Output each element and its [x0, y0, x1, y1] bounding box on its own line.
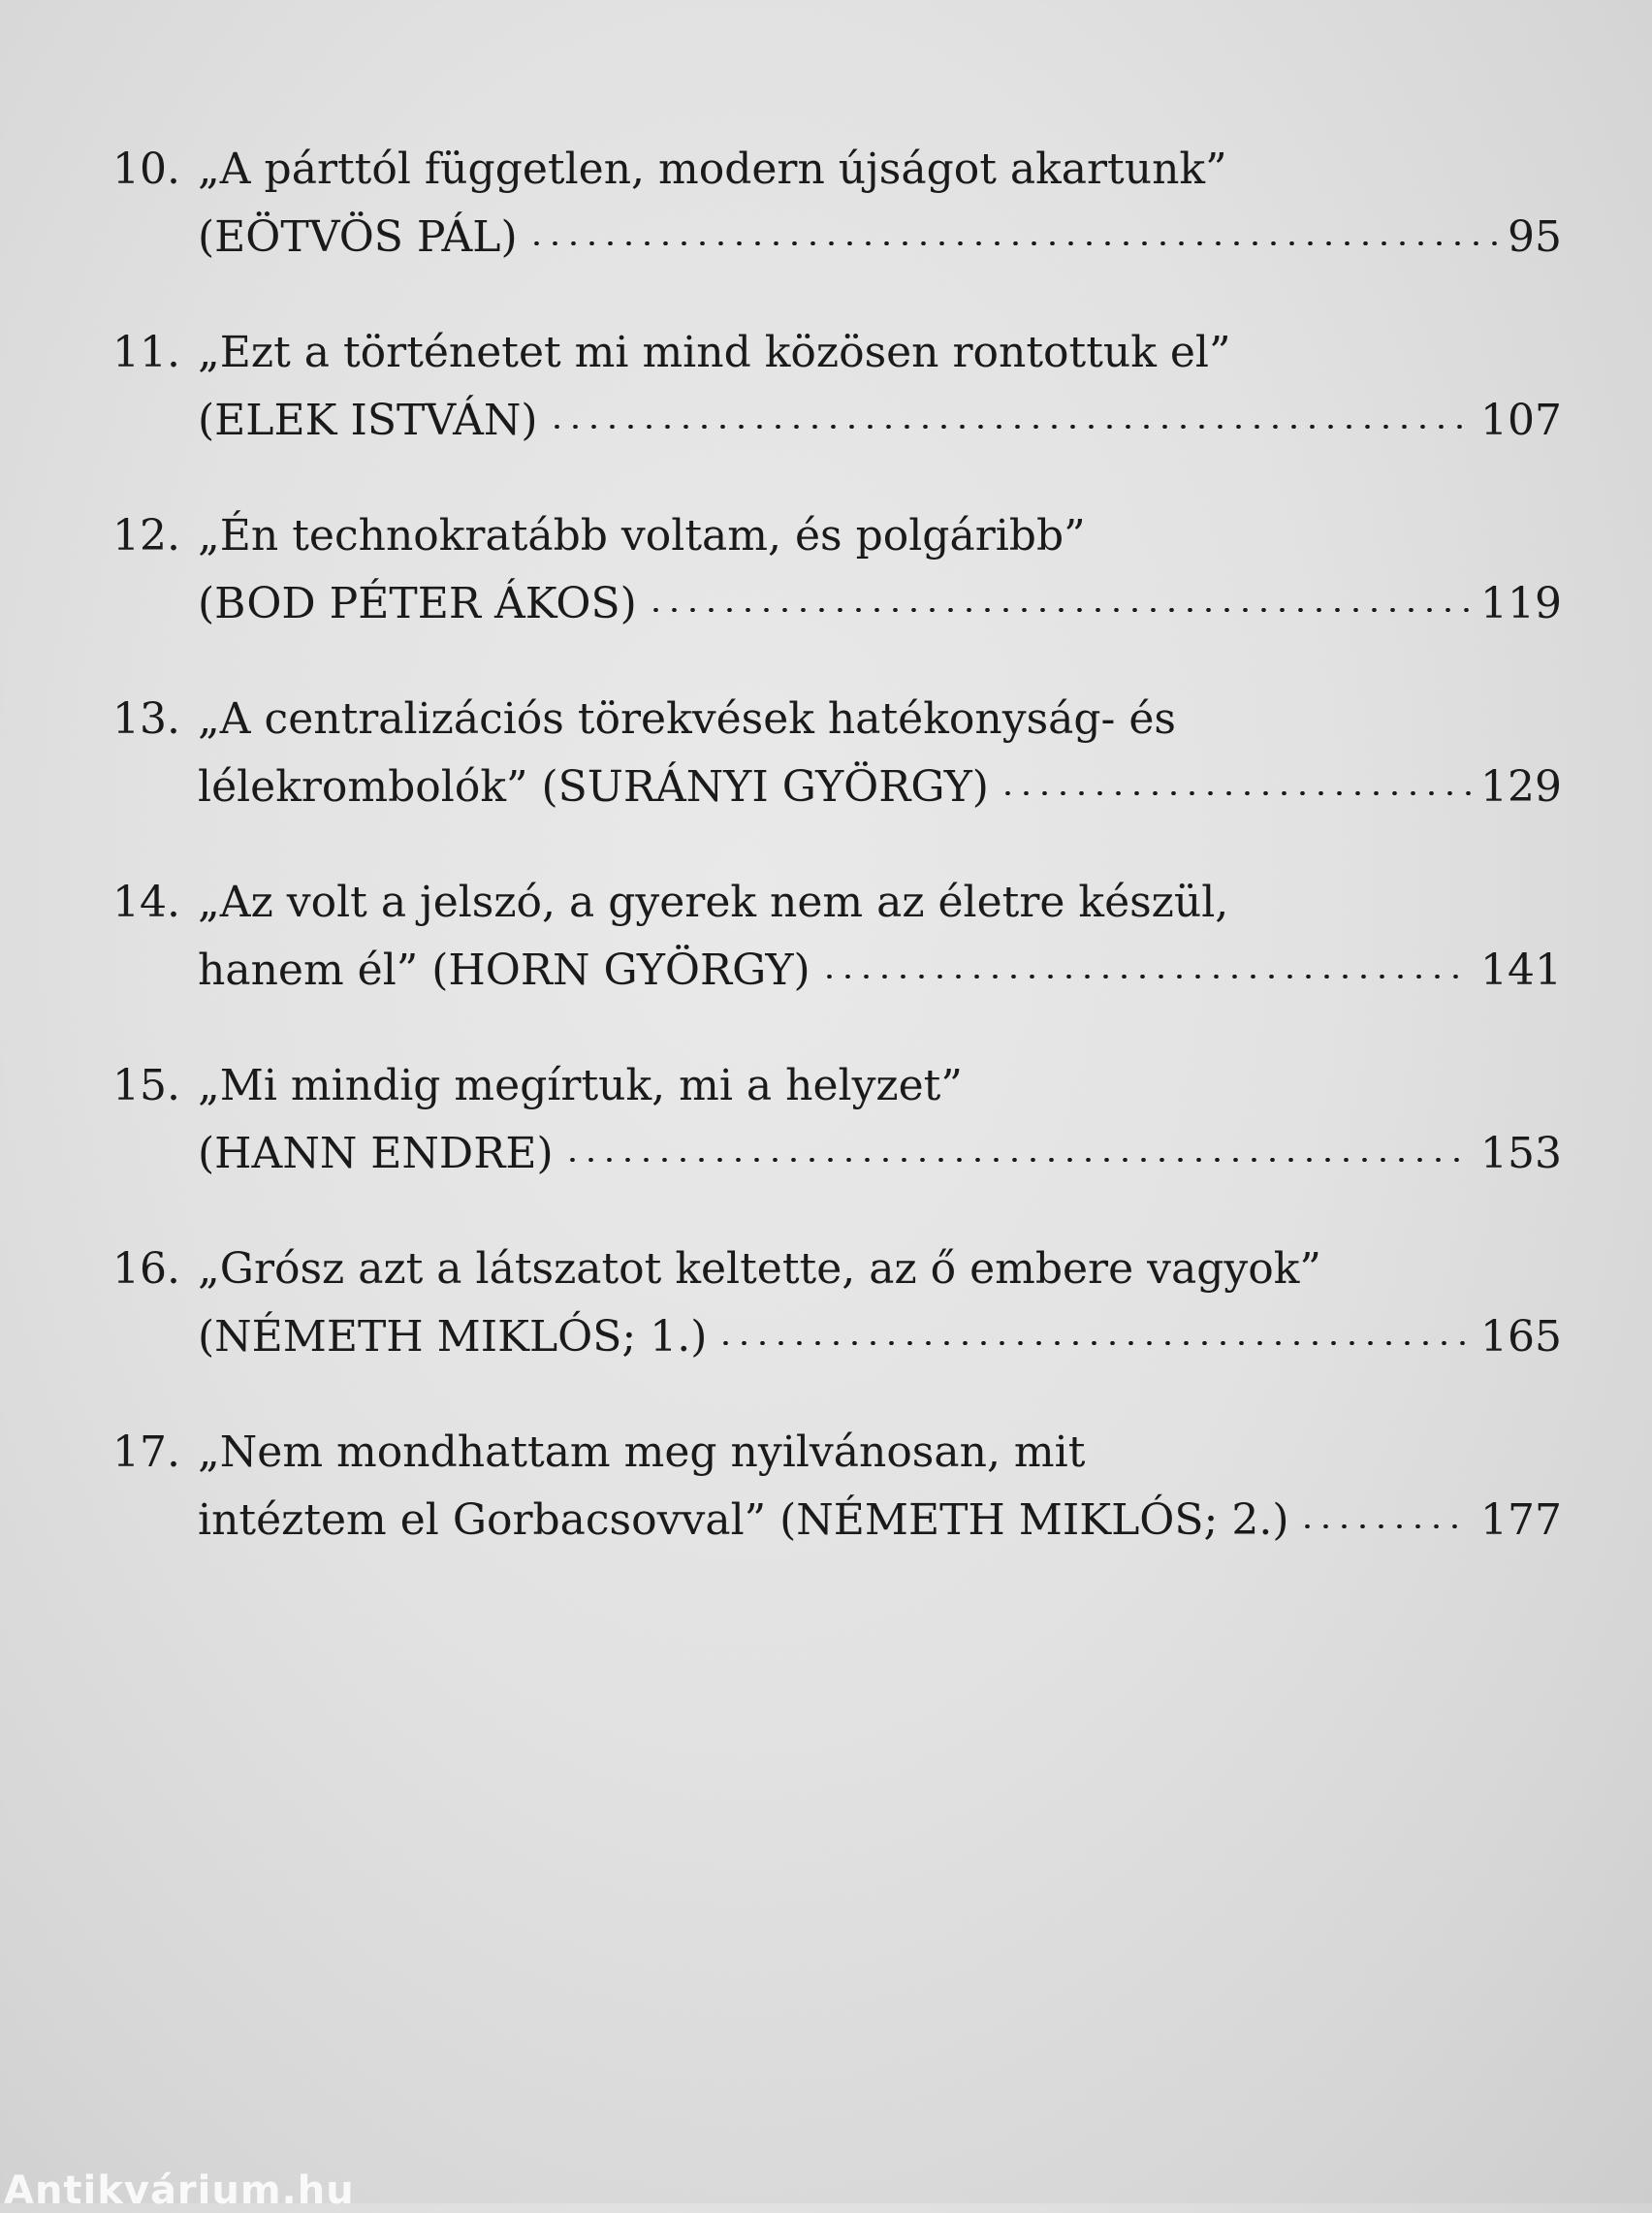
entry-number: 10. — [112, 144, 180, 194]
entry-page-number: 129 — [1480, 762, 1562, 812]
dot-leader — [527, 241, 1498, 245]
entry-author: intéztem el Gorbacsovval” (NÉMETH MIKLÓS; 2.) — [198, 1495, 1289, 1545]
entry-number: 14. — [112, 878, 180, 927]
entry-page-number: 95 — [1508, 212, 1562, 262]
dot-leader — [647, 608, 1471, 612]
entry-page-number: 107 — [1480, 396, 1562, 445]
entry-author: (ELEK ISTVÁN) — [198, 396, 538, 445]
entry-number: 16. — [112, 1244, 180, 1294]
dot-leader — [999, 791, 1471, 795]
toc-entry — [112, 869, 1562, 1052]
table-of-contents — [112, 136, 1562, 1602]
entry-title: „Én technokratább voltam, és polgáribb” — [198, 511, 1086, 561]
toc-entry — [112, 1235, 1562, 1419]
dot-leader — [548, 425, 1471, 429]
dot-leader — [563, 1158, 1471, 1162]
entry-number: 13. — [112, 694, 180, 744]
toc-entry — [112, 502, 1562, 686]
entry-number: 12. — [112, 511, 180, 561]
entry-author: (HANN ENDRE) — [198, 1129, 554, 1178]
entry-title: „Grósz azt a látszatot keltette, az ő embere vagyok” — [198, 1244, 1321, 1294]
toc-entry — [112, 136, 1562, 319]
entry-page-number: 165 — [1480, 1312, 1562, 1362]
toc-entry — [112, 319, 1562, 502]
dot-leader — [716, 1341, 1471, 1345]
entry-number: 11. — [112, 328, 180, 377]
entry-page-number: 153 — [1480, 1129, 1562, 1178]
entry-page-number: 141 — [1480, 946, 1562, 995]
entry-title: „A párttól független, modern újságot akartunk” — [198, 144, 1227, 194]
watermark-text: Antikvárium.hu — [4, 2168, 355, 2213]
entry-title: „Az volt a jelszó, a gyerek nem az életre készül, — [198, 878, 1229, 927]
entry-author: hanem él” (HORN GYÖRGY) — [198, 946, 810, 995]
entry-title: „A centralizációs törekvések hatékonyság- és — [198, 694, 1177, 744]
dot-leader — [1298, 1524, 1471, 1528]
entry-number: 17. — [112, 1427, 180, 1477]
entry-author: (BOD PÉTER ÁKOS) — [198, 579, 637, 628]
toc-entry — [112, 686, 1562, 869]
dot-leader — [820, 975, 1471, 978]
toc-entry — [112, 1052, 1562, 1235]
entry-title: „Mi mindig megírtuk, mi a helyzet” — [198, 1061, 963, 1110]
entry-page-number: 119 — [1480, 579, 1562, 628]
entry-author: lélekrombolók” (SURÁNYI GYÖRGY) — [198, 762, 989, 812]
entry-number: 15. — [112, 1061, 180, 1110]
entry-author: (EÖTVÖS PÁL) — [198, 212, 518, 262]
entry-title: „Ezt a történetet mi mind közösen rontottuk el” — [198, 328, 1231, 377]
toc-entry — [112, 1419, 1562, 1602]
entry-page-number: 177 — [1480, 1495, 1562, 1545]
entry-title: „Nem mondhattam meg nyilvánosan, mit — [198, 1427, 1086, 1477]
entry-author: (NÉMETH MIKLÓS; 1.) — [198, 1312, 708, 1362]
